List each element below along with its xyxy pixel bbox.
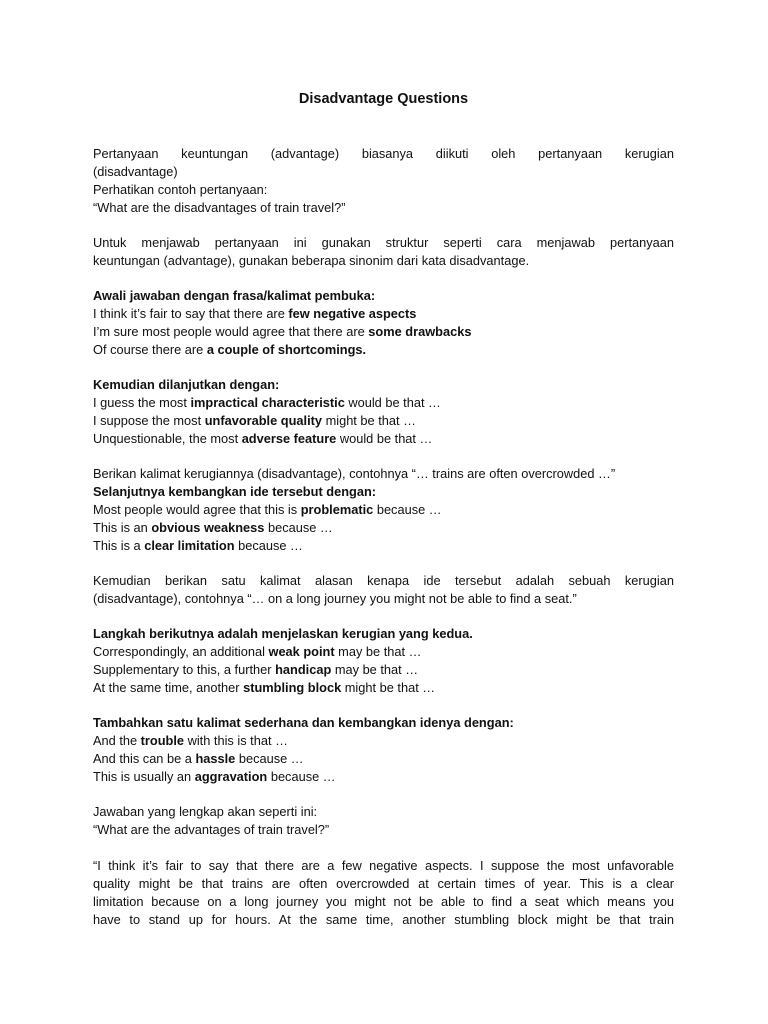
develop-section (93, 465, 674, 555)
opening-section (93, 287, 674, 359)
continue-heading: Kemudian dilanjutkan dengan: (93, 377, 280, 392)
develop-line-2: This is an obvious weakness because … (93, 520, 333, 535)
intro-line-2: (disadvantage) (93, 164, 178, 179)
answer-line-3: limitation because on a long journey you might not be able to find a seat which means you (93, 894, 674, 909)
answer-line-4: have to stand up for hours. At the same time, another stumbling block might be that train (93, 912, 674, 927)
answer-paragraph (93, 857, 674, 929)
intro-paragraph (93, 145, 674, 217)
intro-line-3: Perhatikan contoh pertanyaan: (93, 182, 268, 197)
develop-line-3: This is a clear limitation because … (93, 538, 303, 553)
simple-heading: Tambahkan satu kalimat sederhana dan kembangkan idenya dengan: (93, 715, 514, 730)
second-line-2: Supplementary to this, a further handicap may be that … (93, 662, 419, 677)
intro-line-1: Pertanyaan keuntungan (advantage) biasanya diikuti oleh pertanyaan kerugian (93, 146, 674, 161)
simple-line-1: And the trouble with this is that … (93, 733, 288, 748)
answer-line-2: quality might be that trains are often overcrowded at certain times of year. This is a clear (93, 876, 674, 891)
simple-section (93, 714, 674, 786)
reason-paragraph (93, 572, 674, 608)
opening-line-3: Of course there are a couple of shortcomings. (93, 342, 367, 357)
second-heading: Langkah berikutnya adalah menjelaskan kerugian yang kedua. (93, 626, 473, 641)
opening-line-2: I’m sure most people would agree that there are some drawbacks (93, 324, 472, 339)
intro-example-question: “What are the disadvantages of train travel?” (93, 200, 346, 215)
continue-section (93, 376, 674, 448)
structure-line-1: Untuk menjawab pertanyaan ini gunakan struktur seperti cara menjawab pertanyaan (93, 235, 674, 250)
develop-heading: Selanjutnya kembangkan ide tersebut dengan: (93, 484, 377, 499)
second-line-3: At the same time, another stumbling block might be that … (93, 680, 436, 695)
opening-heading: Awali jawaban dengan frasa/kalimat pembuka: (93, 288, 376, 303)
page-title: Disadvantage Questions (298, 91, 469, 107)
answer-line-1: “I think it’s fair to say that there are a few negative aspects. I suppose the most unfavorable (93, 858, 674, 873)
continue-line-3: Unquestionable, the most adverse feature would be that … (93, 431, 433, 446)
second-section (93, 625, 674, 697)
develop-line-1: Most people would agree that this is problematic because … (93, 502, 442, 517)
complete-section (93, 803, 674, 839)
develop-example: Berikan kalimat kerugiannya (disadvantage), contohnya “… trains are often overcrowded …” (93, 466, 616, 481)
continue-line-1: I guess the most impractical characteristic would be that … (93, 395, 441, 410)
continue-line-2: I suppose the most unfavorable quality might be that … (93, 413, 416, 428)
simple-line-2: And this can be a hassle because … (93, 751, 304, 766)
reason-line-1: Kemudian berikan satu kalimat alasan kenapa ide tersebut adalah sebuah kerugian (93, 573, 674, 588)
complete-question: “What are the advantages of train travel?” (93, 822, 330, 837)
structure-line-2: keuntungan (advantage), gunakan beberapa sinonim dari kata disadvantage. (93, 253, 530, 268)
structure-paragraph (93, 234, 674, 270)
second-line-1: Correspondingly, an additional weak point may be that … (93, 644, 422, 659)
reason-line-2: (disadvantage), contohnya “… on a long journey you might not be able to find a seat.” (93, 591, 577, 606)
opening-line-1: I think it’s fair to say that there are few negative aspects (93, 306, 417, 321)
complete-line-1: Jawaban yang lengkap akan seperti ini: (93, 804, 318, 819)
simple-line-3: This is usually an aggravation because … (93, 769, 336, 784)
